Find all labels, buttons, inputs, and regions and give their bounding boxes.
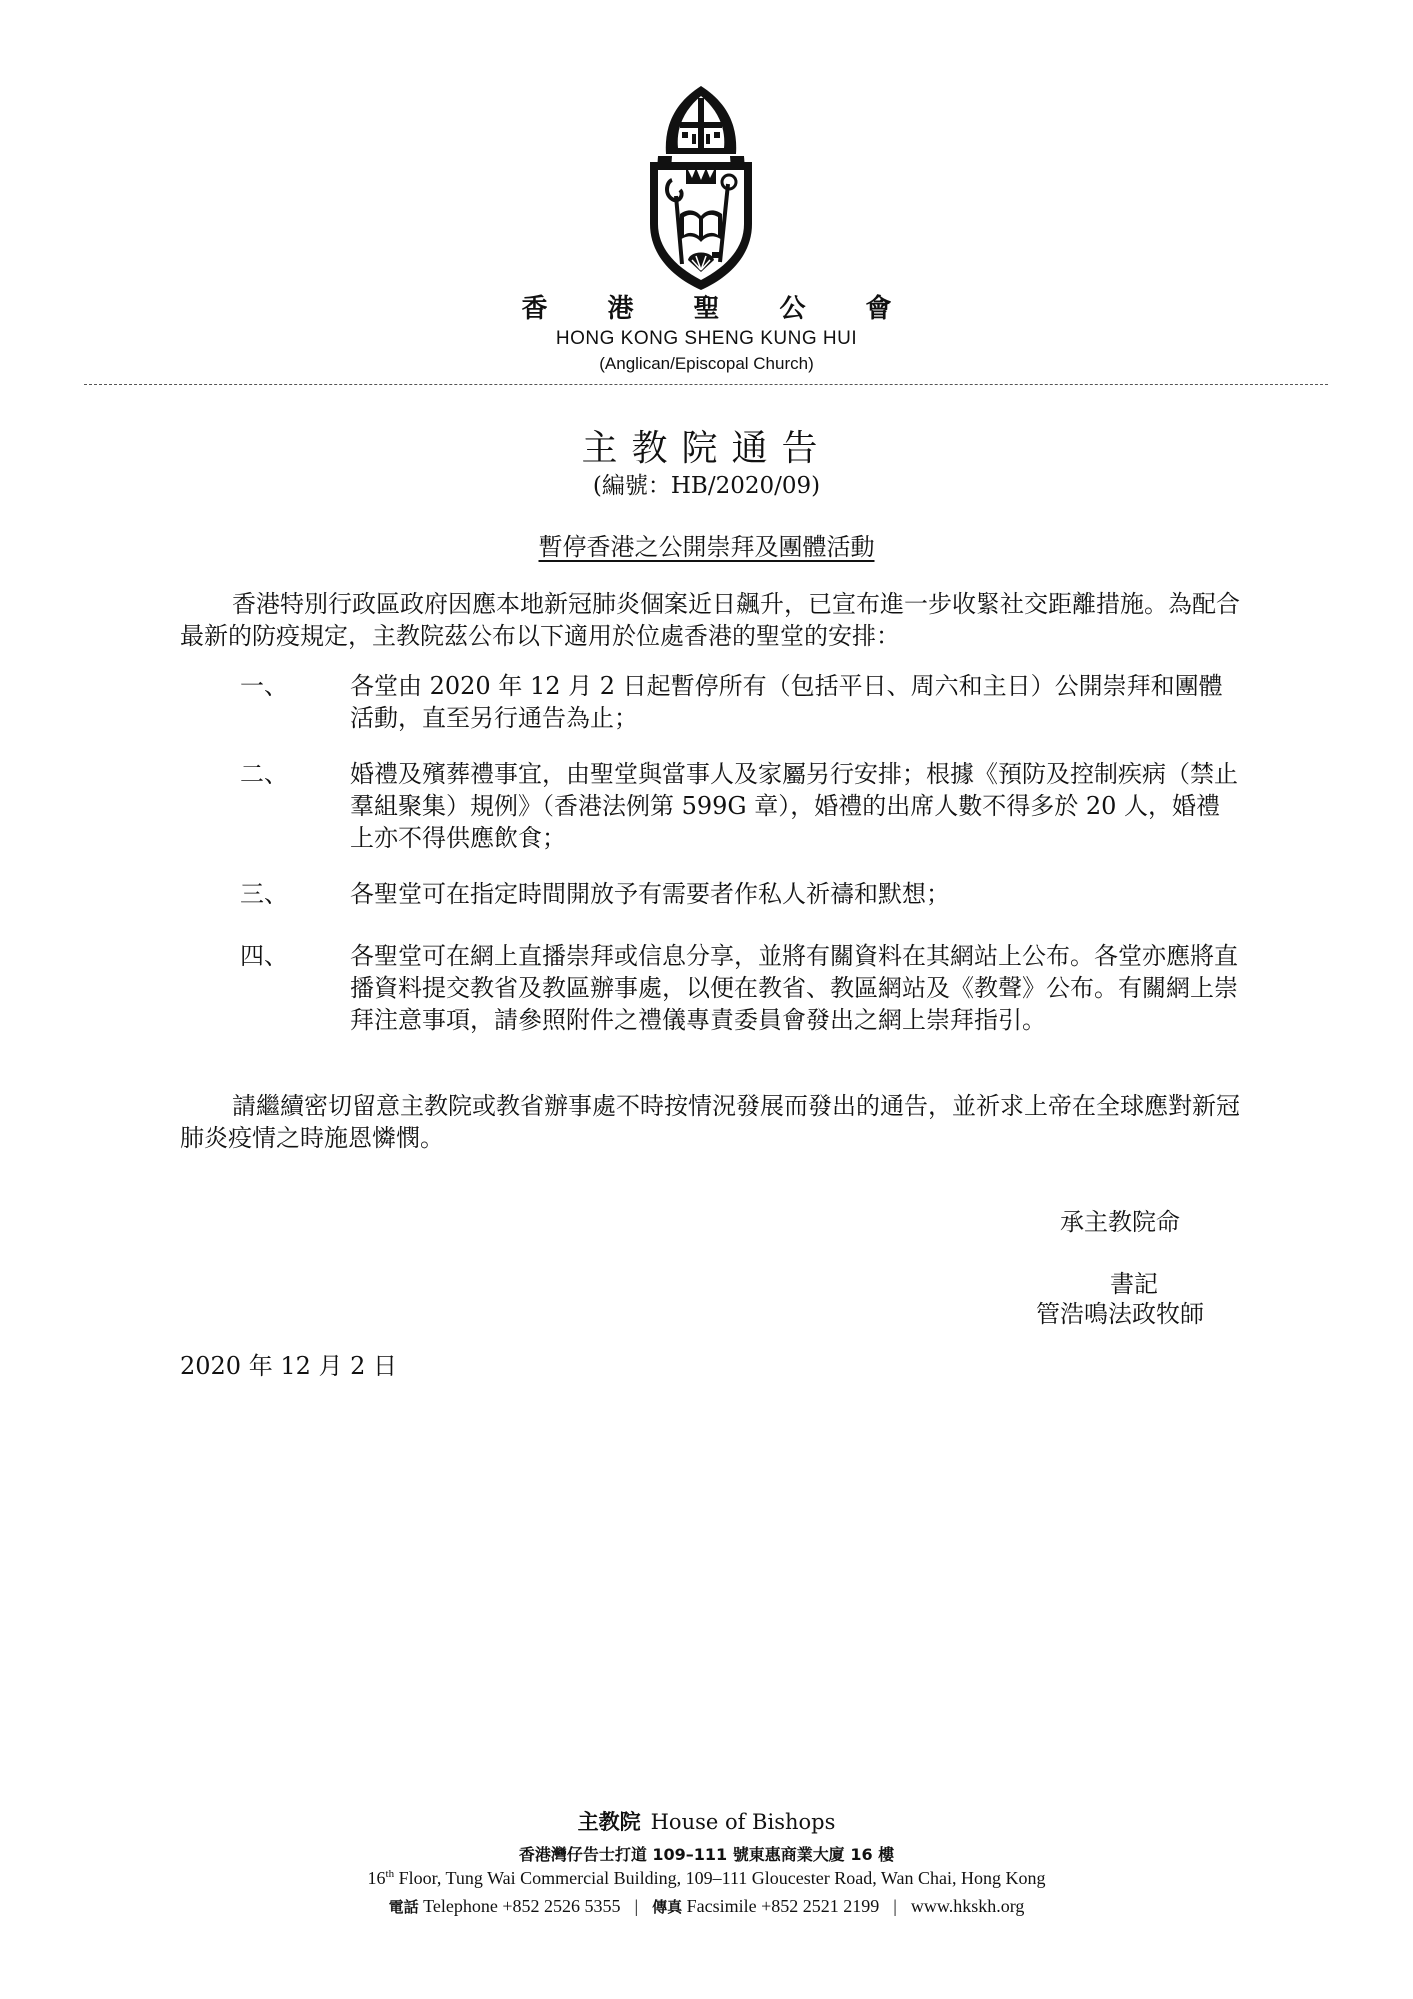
org-name-chinese (0, 288, 1413, 325)
footer-fax-label: 傳真 (652, 1898, 683, 1916)
list-item-text: 婚禮及殯葬禮事宜，由聖堂與當事人及家屬另行安排；根據《預防及控制疾病（禁止羣組聚集）規例》（香港法例第 599G 章），婚禮的出席人數不得多於 20 人，婚禮上亦不得供應飲食； (350, 760, 1238, 852)
org-name-english: HONG KONG SHENG KUNG HUI (555, 328, 858, 349)
footer-address-en (0, 1868, 1413, 1889)
footer-office-name (0, 1806, 1413, 1836)
footer-address-zh: 香港灣仔告士打道 109–111 號東惠商業大廈 16 樓 (518, 1845, 895, 1864)
footer-tel-label: 電話 (388, 1898, 419, 1916)
signature-role: 書記 (1110, 1270, 1158, 1298)
org-char: 香 (521, 294, 548, 324)
org-char: 聖 (693, 294, 720, 324)
signature-name: 管浩鳴法政牧師 (1036, 1300, 1204, 1328)
closing-paragraph: 請繼續密切留意主教院或教省辦事處不時按情況發展而發出的通告，並祈求上帝在全球應對新冠肺炎疫情之時施恩憐憫。 (180, 1092, 1240, 1152)
signature-authority: 承主教院命 (1060, 1208, 1180, 1236)
footer-floor: 16 (367, 1868, 386, 1888)
org-char: 公 (779, 294, 806, 324)
letter-date: 2020 年 12 月 2 日 (180, 1352, 398, 1380)
footer-name-zh: 主教院 (577, 1809, 641, 1834)
footer-contacts (0, 1896, 1413, 1917)
org-subtitle: (Anglican/Episcopal Church) (599, 354, 814, 373)
footer-floor-suffix: th (385, 1868, 395, 1880)
footer-website-link[interactable]: www.hkskh.org (910, 1896, 1025, 1916)
list-item-number: 三、 (240, 880, 288, 908)
footer-facsimile: Facsimile +852 2521 2199 (686, 1896, 880, 1916)
notice-title: 主教院通告 (581, 428, 832, 469)
list-item-number: 二、 (240, 760, 288, 788)
footer-address-rest: Floor, Tung Wai Commercial Building, 109–111 Gloucester Road, Wan Chai, Hong Kong (394, 1868, 1046, 1888)
notice-reference: (編號：HB/2020/09) (592, 473, 821, 499)
footer-separator: | (634, 1896, 639, 1916)
footer-name-en: House of Bishops (650, 1810, 836, 1834)
footer-telephone: Telephone +852 2526 5355 (423, 1896, 621, 1916)
mitre-crest-icon (636, 84, 766, 294)
list-item-number: 四、 (240, 942, 288, 970)
list-item-text: 各聖堂可在網上直播崇拜或信息分享，並將有關資料在其網站上公布。各堂亦應將直播資料提交教省及教區辦事處，以便在教省、教區網站及《教聲》公布。有關網上崇拜注意事項，請參照附件之禮儀專責委員會發出之網上崇拜指引。 (350, 942, 1238, 1034)
footer-separator: | (893, 1896, 897, 1916)
org-char: 會 (865, 294, 892, 324)
intro-paragraph: 香港特別行政區政府因應本地新冠肺炎個案近日飆升，已宣布進一步收緊社交距離措施。為配合最新的防疫規定，主教院茲公布以下適用於位處香港的聖堂的安排： (180, 590, 1240, 650)
list-item-text: 各堂由 2020 年 12 月 2 日起暫停所有（包括平日、周六和主日）公開崇拜和團體活動，直至另行通告為止； (350, 672, 1223, 732)
list-item-number: 一、 (240, 672, 288, 700)
notice-subject-text: 暫停香港之公開崇拜及團體活動 (538, 533, 875, 561)
org-char: 港 (607, 294, 634, 324)
header-divider (84, 384, 1328, 385)
list-item-text: 各聖堂可在指定時間開放予有需要者作私人祈禱和默想； (350, 880, 950, 908)
notice-subject (0, 527, 1413, 562)
